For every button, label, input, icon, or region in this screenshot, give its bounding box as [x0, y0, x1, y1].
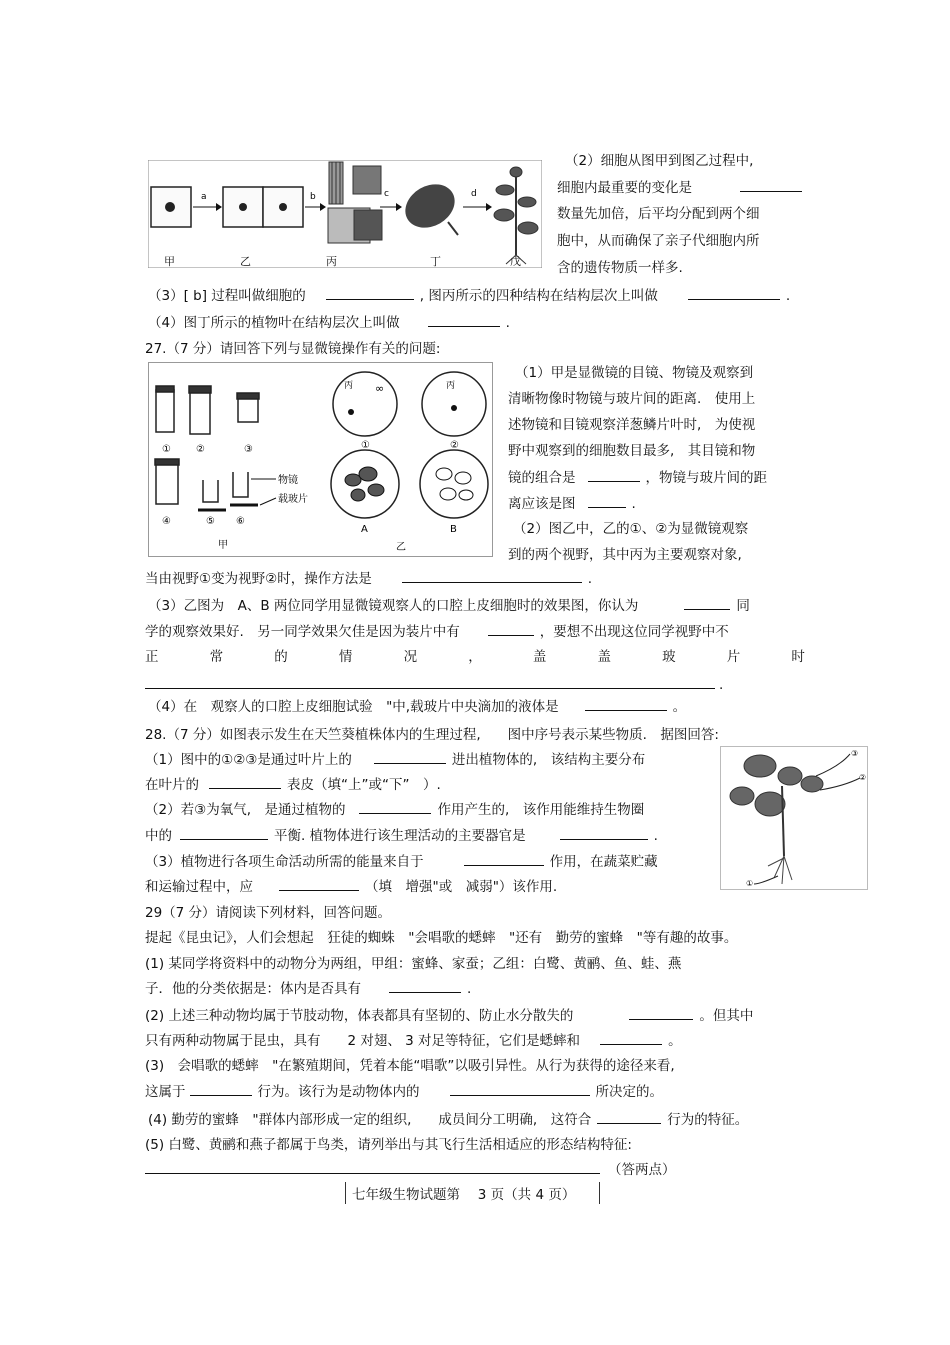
svg-text:B: B: [450, 524, 457, 535]
svg-text:A: A: [361, 524, 368, 535]
q27-p1-5: 镜的组合是 ，物镜与玻片间的距: [508, 470, 767, 486]
answer-blank[interactable]: [597, 1110, 661, 1124]
q29-p3-2: 这属于 行为。该行为是动物体内的 所决定的。: [145, 1084, 663, 1100]
q27-title: 27.（7 分）请回答下列与显微镜操作有关的问题:: [145, 341, 441, 357]
svg-text:c: c: [384, 189, 389, 199]
footer-divider-right: [599, 1182, 600, 1204]
answer-blank[interactable]: [145, 675, 715, 689]
answer-blank[interactable]: [145, 1160, 600, 1174]
fig1-label-bing: 丙: [326, 255, 337, 268]
answer-blank[interactable]: [629, 1006, 693, 1020]
answer-blank[interactable]: [464, 852, 544, 866]
answer-blank[interactable]: [688, 286, 780, 300]
svg-text:⑥: ⑥: [236, 516, 245, 527]
q26-line3: （3）[ b] 过程叫做细胞的 , 图丙所示的四种结构在结构层次上叫做 .: [148, 288, 791, 304]
q29-p1-2: 子．他的分类依据是：体内是否具有 .: [145, 981, 472, 997]
microscope-figure: [148, 362, 493, 557]
svg-text:②: ②: [450, 440, 459, 451]
svg-text:①: ①: [746, 879, 754, 888]
svg-text:⑤: ⑤: [206, 516, 215, 527]
svg-text:乙: 乙: [396, 542, 406, 553]
answer-blank[interactable]: [180, 826, 268, 840]
q28-l3-2: 和运输过程中，应 （填 增强"或 减弱"）该作用.: [145, 879, 558, 895]
q27-p4: （4）在 观察人的口腔上皮细胞试验 "中,载玻片中央滴加的液体是 。: [148, 699, 687, 715]
answer-blank[interactable]: [450, 1082, 590, 1096]
q29-p4: (4) 勤劳的蜜蜂 "群体内部形成一定的组织, 成员间分工明确, 这符合 行为的特征。: [148, 1112, 749, 1128]
q26-line2-3: 数量先加倍，后平均分配到两个细: [557, 206, 760, 222]
answer-blank[interactable]: [585, 697, 667, 711]
answer-blank[interactable]: [600, 1031, 662, 1045]
q29-intro: 提起《昆虫记》，人们会想起 狂徒的蜘蛛 "会唱歌的蟋蟀 "还有 勤劳的蜜蜂 "等有趣的故事。: [145, 930, 738, 946]
q26-line2-4: 胞中，从而确保了亲子代细胞内所: [557, 233, 760, 249]
svg-text:b: b: [310, 192, 316, 202]
q27-p3-4: .: [145, 675, 723, 694]
q27-p2-1: （2）图乙中，乙的①、②为显微镜观察: [513, 521, 749, 537]
q29-p5: (5) 白鹭、黄鹂和燕子都属于鸟类，请列举出与其飞行生活相适应的形态结构特征:: [145, 1137, 632, 1153]
svg-text:②: ②: [859, 773, 867, 782]
svg-text:③: ③: [244, 444, 253, 455]
q29-p1-1: (1) 某同学将资料中的动物分为两组，甲组：蜜蜂、家蚕；乙组：白鹭、黄鹂、鱼、蛙、燕: [145, 956, 682, 972]
svg-text:④: ④: [162, 516, 171, 527]
answer-blank[interactable]: [209, 775, 281, 789]
q27-p1-4: 野中观察到的细胞数目最多, 其目镜和物: [508, 443, 756, 459]
geranium-plant-figure: [720, 746, 868, 890]
svg-text:物镜: 物镜: [278, 475, 298, 486]
q27-p3-3: 正 常 的 情 况 ， 盖 盖 玻 片 时: [145, 649, 805, 665]
q29-title: 29（7 分）请阅读下列材料，回答问题。: [145, 905, 392, 921]
svg-text:丙: 丙: [344, 381, 354, 391]
svg-text:∞: ∞: [375, 382, 385, 395]
q29-p3-1: (3) 会唱歌的蟋蟀 "在繁殖期间，凭着本能“唱歌”以吸引异性。从行为获得的途径来看,: [145, 1058, 675, 1074]
q27-p3-2: 学的观察效果好. 另一同学效果欠佳是因为装片中有 ，要想不出现这位同学视野中不: [145, 624, 729, 640]
svg-text:甲: 甲: [218, 540, 228, 551]
svg-text:①: ①: [162, 444, 171, 455]
answer-blank[interactable]: [402, 569, 582, 583]
q26-line2-5: 含的遗传物质一样多.: [557, 260, 683, 276]
answer-blank[interactable]: [560, 826, 648, 840]
q28-l2-1: （2）若③为氧气, 是通过植物的 作用产生的, 该作用能维持生物圈: [145, 802, 645, 818]
answer-blank[interactable]: [190, 1082, 252, 1096]
answer-blank[interactable]: [374, 750, 446, 764]
q26-line2-1: （2）细胞从图甲到图乙过程中,: [565, 153, 754, 169]
answer-blank[interactable]: [389, 979, 461, 993]
cell-development-figure: [148, 160, 542, 268]
svg-text:②: ②: [196, 444, 205, 455]
answer-blank[interactable]: [740, 178, 802, 192]
q28-l1-1: （1）图中的①②③是通过叶片上的 进出植物体的, 该结构主要分布: [145, 752, 646, 768]
svg-text:a: a: [201, 192, 207, 202]
q28-l1-2: 在叶片的 表皮（填“上”或“下” ）.: [145, 777, 441, 793]
svg-text:①: ①: [361, 440, 370, 451]
fig1-label-yi: 乙: [240, 255, 251, 268]
q28-l3-1: （3）植物进行各项生命活动所需的能量来自于 作用，在蔬菜贮藏: [145, 854, 658, 870]
q29-p2-2: 只有两种动物属于昆虫，具有 2 对翅、 3 对足等特征，它们是蟋蟀和 。: [145, 1033, 682, 1049]
answer-blank[interactable]: [588, 468, 640, 482]
q27-p2-3: 当由视野①变为视野②时，操作方法是 .: [145, 571, 593, 587]
svg-text:d: d: [471, 189, 477, 199]
answer-blank[interactable]: [428, 313, 500, 327]
svg-text:③: ③: [851, 749, 859, 758]
q27-p1-6: 离应该是图 .: [508, 496, 636, 512]
q27-p2-2: 到的两个视野，其中丙为主要观察对象,: [508, 547, 742, 563]
q28-l2-2: 中的 平衡. 植物体进行该生理活动的主要器官是 .: [145, 828, 658, 844]
fig1-label-jia: 甲: [164, 255, 175, 268]
answer-blank[interactable]: [279, 877, 359, 891]
q26-line2-2: 细胞内最重要的变化是: [557, 178, 808, 197]
q27-p1-1: （1）甲是显微镜的目镜、物镜及观察到: [515, 365, 754, 381]
answer-blank[interactable]: [684, 596, 730, 610]
q27-p1-2: 清晰物像时物镜与玻片间的距离. 使用上: [508, 391, 756, 407]
svg-text:载玻片: 载玻片: [278, 494, 308, 505]
answer-blank[interactable]: [326, 286, 414, 300]
q26-line4: （4）图丁所示的植物叶在结构层次上叫做 .: [148, 315, 510, 331]
q27-p1-3: 述物镜和目镜观察洋葱鳞片叶时, 为使视: [508, 417, 756, 433]
page-footer: 七年级生物试题第 3 页（共 4 页）: [352, 1187, 576, 1203]
answer-blank[interactable]: [359, 800, 431, 814]
q27-p3-1: （3）乙图为 A、B 两位同学用显微镜观察人的口腔上皮细胞时的效果图，你认为 同: [148, 598, 750, 614]
answer-blank[interactable]: [588, 494, 626, 508]
svg-text:丙: 丙: [446, 381, 456, 391]
answer-blank[interactable]: [488, 622, 534, 636]
fig1-label-wu: 戊: [510, 255, 521, 268]
q29-p2-1: (2) 上述三种动物均属于节肢动物，体表都具有坚韧的、防止水分散失的 。但其中: [145, 1008, 754, 1024]
fig1-label-ding: 丁: [430, 255, 441, 268]
q29-p5-answer: （答两点）: [145, 1160, 676, 1179]
footer-divider-left: [345, 1182, 346, 1204]
q28-title: 28.（7 分）如图表示发生在天竺葵植株体内的生理过程, 图中序号表示某些物质. 据图回答:: [145, 727, 719, 743]
